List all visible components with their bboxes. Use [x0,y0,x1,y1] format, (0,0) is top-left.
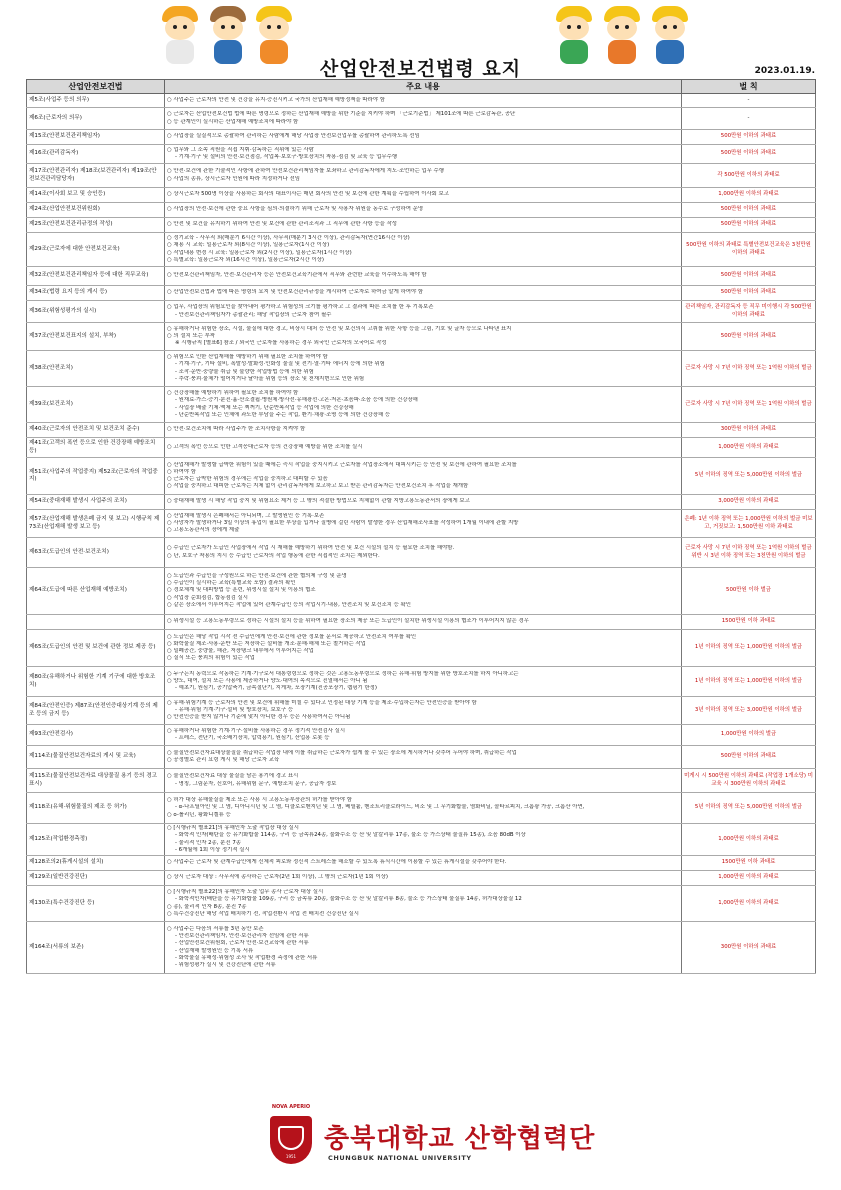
law-article-cell: 제14조(이사회 보고 및 승인등) [27,188,165,203]
content-line: ○ 단, 보호구 착용의 지시 등 수급인 근로자의 작업 행동에 관한 직접적인 조치는 제외한다. [167,553,679,560]
content-cell [165,267,682,286]
law-article-cell: 제164조(서류의 보존) [27,922,165,974]
table-row [27,856,816,871]
content-cell [165,922,682,974]
table-row [27,233,816,267]
table-row [27,203,816,218]
content-line: ○ 도급인은 해당 작업 시작 전 수급인에게 안전·보건에 관한 정보를 문서로 제공하고 안전조치 여부를 확인 [167,634,679,641]
penalty-cell: 1,000만원 이하의 과태료 [682,824,816,856]
content-cell [165,423,682,438]
page-footer [0,1098,841,1178]
table-row [27,94,816,108]
penalty-cell: 1,000만원 이하의 과태료 [682,871,816,886]
table-row [27,746,816,769]
penalty-cell: - [682,108,816,130]
content-line: - 기계·기구, 기타 설비, 폭발성·발화성·인화성 물질 및 전기·열·기타 에너지 등에 의한 위험 [175,361,385,368]
content-line: ○ 수급인 근로자가 도급인 사업장에서 작업 시 재해를 예방하기 위하여 안전 및 보건 시설의 설치 등 필요한 조치를 해야함. [167,545,679,552]
content-line: ○ 작업장 순회점검, 합동점검 실시 [167,595,679,602]
table-row [27,568,816,615]
content-cell [165,856,682,871]
content-line: ○ 건강장해를 예방하기 위하여 필요한 조치를 하여야 함 [167,390,679,397]
content-line: ○ 유해·위험기계 등 근로자의 안전 및 보건에 위해를 미칠 수 있다고 인정된 대상 기계 등을 제조·수입하는자는 안전인증을 받아야 함 [167,700,679,707]
law-article-cell: 제54조(중대재해 발생시 사업주의 조치) [27,495,165,510]
law-article-cell: 제29조(근로자에 대한 안전보건교육) [27,233,165,267]
content-line: ○ 산업안전보건법과 법에 따른 명령의 요지 및 안전보건관리규정을 게시하여 근로자로 하여금 알게 하여야 함 [167,289,679,296]
content-line: ○ 근로자는 산업안전보건법 법에 따른 명령으로 정하는 산업재해 예방을 위한 기준을 지키야 하며 「근로기준법」 제101조에 따른 근로감독관, 공단 [167,111,679,118]
table-row [27,725,816,746]
law-article-cell: 제24조(산업안전보건위원회) [27,203,165,218]
table-row [27,538,816,568]
content-line: ○ 물질안전보건자료 대상 물질을 담은 용기에 경고 표시 [167,773,679,780]
content-cell [165,746,682,769]
content-line: - 6개월에 1회 이상 정기적 실시 [175,846,250,853]
content-line: - 조작·운반·중량물 취급 및 불량한 작업방법 등에 의한 위험 [175,368,314,375]
content-cell [165,630,682,667]
table-row [27,351,816,387]
penalty-cell: 1,000만원 이하의 벌금 [682,725,816,746]
column-header-penalty: 벌 칙 [682,80,816,94]
penalty-cell: 1,000만원 이하의 과태료 [682,438,816,458]
law-article-cell: 제125조(작업환경측정) [27,824,165,856]
penalty-cell: 1년 이하의 징역 또는 1,000만원 이하의 벌금 [682,667,816,697]
law-article-cell: 제6조(근로자의 의무) [27,108,165,130]
content-cell [165,538,682,568]
content-line: ○ 사업의 종류, 상시근로자 인원에 따라 지정하거나 선임 [167,176,679,183]
law-article-cell: 제36조(위험성평가의 실시) [27,301,165,323]
table-row [27,267,816,286]
table-row [27,164,816,188]
law-article-cell: 제84조(안전인증) 제87조(안전인증대상기계 등의 제조 등의 금지 등) [27,697,165,725]
law-article-cell: 제128조의2(휴게시설의 설치) [27,856,165,871]
content-line: - 산업재해 발생원인 등 기록 서류 [175,947,254,954]
law-article-cell: 제114조(물질안전보건자료의 게시 및 교육) [27,746,165,769]
content-line: ○ 상시근로자 500명 이상을 사용하는 회사의 대표이사는 매년 회사의 안전 및 보건에 관한 계획을 수립하여 이사회 보고 [167,191,679,198]
content-cell [165,323,682,351]
penalty-cell: 500만원 이하의 과태료 [682,203,816,218]
table-row [27,108,816,130]
table-row [27,510,816,538]
content-line: ○ 고용노동관서의 장에게 제출 [167,527,679,534]
content-line: ○ 양도, 대여, 설치 또는 사용에 제공하거나 양도·대여의 목적으로 진열해서는 아니 됨 [167,678,679,685]
content-line: ○ 등 관계인이 실시하는 산업재해 예방조치에 따라야 함 [167,119,679,126]
law-article-cell: 제130조(특수건강진단 등) [27,886,165,922]
law-article-cell: 제118조(유해·위험물질의 제조 등 허가) [27,793,165,824]
content-line: ○ 사업장을 실질적으로 총괄하여 관리하는 사람에게 해당 사업장 안전보건업무를 총괄하여 관리하도록 선임 [167,133,679,140]
content-cell [165,495,682,510]
table-row [27,301,816,323]
table-row [27,495,816,510]
table-row [27,630,816,667]
content-cell [165,130,682,145]
content-cell [165,218,682,233]
content-line: ○ 특별교육: 일용근로자 외(16시간 이상), 일용근로자(2시간 이상) [167,257,679,264]
content-line: ○ 유해하거나 위험한 기계·기구·설비를 사용하는 경우 정기적 안전검사 실시 [167,728,679,735]
table-row [27,423,816,438]
penalty-cell: 1,000만원 이하의 과태료 [682,886,816,922]
penalty-cell: 500만원 이하의 과태료 특별안전보건교육은 3천만원 이하의 과태료 [682,233,816,267]
table-row [27,871,816,886]
penalty-cell: 500만원 이하의 과태료 [682,218,816,233]
content-line: - 위험성평가 실시 및 건강진단에 관한 서류 [175,961,276,968]
table-row [27,323,816,351]
content-line: ○ [시행규칙 별표21]의 유해인자 노출 작업장 대상 실시 [167,825,679,832]
content-line: ○ 사업장의 안전·보건에 관한 중요 사항을 심의·의결하기 위해 근로자 및 사용자 위원을 동수로 구성하여 운영 [167,206,679,213]
table-row [27,793,816,824]
content-line: ○ 사업주는 근로자 및 관계수급인에게 신체적 피로와 정신적 스트레스를 해소할 수 있도록 휴식시간에 이용할 수 있는 휴게시설을 갖추어야 한다. [167,859,679,866]
content-line: ○ 밀폐공간, 중량물, 해관, 저장탱크 내부에서 이루어지는 작업 [167,648,679,655]
content-line: ○ 작업내용 변경 시 교육: 일용근로자 외(2시간 이상), 일용근로자(1시간 이상) [167,250,679,257]
penalty-cell: 1500만원 이하 과태료 [682,856,816,871]
law-article-cell: 제37조(안전보건표지의 설치, 부착) [27,323,165,351]
content-line: ○ 위험으로 인한 산업재해를 예방하기 위해 필요한 조치를 하여야 함 [167,354,679,361]
law-article-cell: 제80조(유해하거나 위험한 기계 기구에 대한 방호조치) [27,667,165,697]
content-cell [165,510,682,538]
page-header [0,0,841,82]
table-row [27,615,816,630]
penalty-cell: 5년 이하의 징역 또는 5,000만원 이하의 벌금 [682,793,816,824]
table-row [27,218,816,233]
emblem-year: 1951 [285,1154,297,1159]
penalty-cell: 300만원 이하의 과태료 [682,423,816,438]
penalty-cell: 3년 이하의 징역 또는 3,000만원 이하의 벌금 [682,697,816,725]
content-cell [165,458,682,495]
content-line: ○ 업무, 사업장의 위험요인을 찾아내어 평가하고 위험성의 크기를 평가하고 그 결과에 따른 조치를 한 후 기록보존 [167,304,679,311]
law-article-cell: 제65조(도급인의 안전 및 보건에 관한 정보 제공 등) [27,630,165,667]
content-line: ○ 특수건강진단 해당 작업 배치하기 전, 작업전환시 작업 전 배치전 건강진단 실시 [167,911,679,918]
table-row [27,769,816,793]
penalty-cell: 500만원 이하의 과태료 [682,145,816,164]
content-cell [165,871,682,886]
content-line: ○ 안전인증을 받지 않거나 기준에 맞지 아니한 경우 등은 사용하여서는 아니됨 [167,714,679,721]
content-line: - 안전보건관리책임자가 총괄관리; 해당 작업장의 근로자 참여 필수 [175,311,332,318]
content-line: ○ 누구든지 동력으로 작동하는 기계·기구로서 대통령령으로 정하는 것은 고용노동부령으로 정하는 유해·위험 방지를 위한 방호조치를 하지 아니하고는 [167,671,679,678]
content-line: ○ 사업주는 다음의 서류를 3년 동안 보존 [167,926,679,933]
content-line: ○ 작업을 중지하고 대피한 근로자는 지체 없이 관리감독자에게 보고하고 보고 받은 관리감독자는 안전보건조치 후 작업을 재개함 [167,483,679,490]
content-line: - α-나프틸아민 및 그 염, 디아니시딘 및 그 염, 디클로로벤지딘 및 그 염, 베릴륨, 벤조트리클로라이드, 비소 및 그 무기화합물, 염화비닐, 콜타르피치, 크롬광 가공, 크롬산 아연, [175,804,585,811]
law-article-cell: 제57조(산업재해 발생은폐 금지 및 보고) 시행규칙 제73조(산업재해 발생 보고 등) [27,510,165,538]
document-date: 2023.01.19. [754,66,815,76]
content-line: ○ 산업재해 발생시 은폐해서는 아니되며, 그 발생원인 등 기록·보존 [167,513,679,520]
university-emblem-icon [266,1104,316,1170]
content-cell [165,886,682,922]
content-cell [165,387,682,423]
content-line: - 물리적 인자 2종, 분진 7종 [175,839,241,846]
penalty-cell: 500만원 이하의 과태료 [682,130,816,145]
content-line: ○ 경보체계 및 대피방법 등 훈련, 위생시설 설치 및 이용의 협조 [167,587,679,594]
law-article-cell: 제17조(안전관리자) 제18조(보건관리자) 제19조(안전보건관리담당자) [27,164,165,188]
content-line: - 사업장 배출 기체·액체 또는 찌꺼기, 단순반복작업 등 작업에 의한 건강장해 [175,404,354,411]
penalty-cell: 500만원 이하의 과태료 [682,746,816,769]
law-article-cell: 제64조(도급에 따른 산업재해 예방조치) [27,568,165,615]
table-row [27,697,816,725]
content-line: - 화학적 인자(배탄을 등 유기화합물 114종, 구리 등 금속류24종, 불화수소 등 산 및 알칼리류 17종, 불소 등 가스상태 물질류 15종), 소음 80dB 이상 [175,832,526,839]
table-row [27,438,816,458]
content-line: ○ 도급인과 수급인을 구성원으로 하는 안전·보건에 관한 협의체 구성 및 운영 [167,573,679,580]
penalty-cell: 500만원 이하의 과태료 [682,286,816,301]
university-name-en: CHUNGBUK NATIONAL UNIVERSITY [328,1154,472,1162]
table-row [27,458,816,495]
content-cell [165,667,682,697]
content-line: - 단순반복작업 또는 인체에 과도한 부담을 주는 작업, 환기·채광·조명 등에 의한 건강장해 등 [175,411,391,418]
law-article-cell: 제115조(물질안전보건자료 대상물질 용기 등의 경고표시) [27,769,165,793]
penalty-cell: 1,000만원 이하의 과태료 [682,188,816,203]
content-line: ○ 근로자는 급박한 위험의 경우에는 작업을 중지하고 대피할 수 있음 [167,476,679,483]
penalty-cell: 은폐: 1년 이하 징역 또는 1,000만원 이하의 벌금 미보고, 거짓보고: 1,500만원 이하 과태료 [682,510,816,538]
table-row [27,922,816,974]
content-line: ○ 종), 물리적 인자 8종, 분진 7종 [167,904,679,911]
table-row [27,667,816,697]
content-line: ○ 허가 대상 유해물질을 제조 또는 사용 시 고용노동부장관의 허가를 받아야 함 [167,797,679,804]
penalty-cell: 500만원 이하의 과태료 [682,323,816,351]
law-article-cell: 제129조(일반건강진단) [27,871,165,886]
table-row [27,824,816,856]
content-line: - 명칭, 그림문자, 신호어, 유해위험 문구, 예방조치 문구, 공급자 정보 [175,780,337,787]
content-cell [165,145,682,164]
content-line: ※ 시행규칙 [별표6] 참조 / 외국인 근로자를 사용하는 경우 외국인 근로자의 모국어로 작성 [175,340,387,347]
law-article-cell: 제16조(관리감독자) [27,145,165,164]
content-line: - 추락·붕괴·물체가 떨어지거나 날아올 위험 등의 장소 및 천재지변으로 인한 위험 [175,375,365,382]
content-line: ○ 안전보건관리책임자, 안전·보건관리자 등은 안전보건교육기관에서 직무와 관련한 교육을 이수하도록 해야 함 [167,272,679,279]
content-cell [165,725,682,746]
content-line: ○ 유해하거나 위험한 장소, 시설, 물질에 대한 경고, 비상시 대처 등 안전 및 보건의식 고취를 위한 사항 등을 그림, 기호 및 글자 등으로 나타낸 표지 [167,326,679,333]
table-row [27,145,816,164]
content-line: ○ 수급인이 실시하는 교육(특별교육 포함) 결과의 확인 [167,580,679,587]
content-cell [165,164,682,188]
column-header-law: 산업안전보건법 [27,80,165,94]
table-row [27,387,816,423]
penalty-cell: 근로자 사망 시 7년 이하 징역 또는 1억원 이하의 벌금 [682,351,816,387]
content-line: ○ 사업주는 근로자의 안전 및 건강을 유지·증진시키고 국가의 산업재해 예방정책을 따라야 함 [167,97,679,104]
content-cell [165,94,682,108]
law-article-cell: 제25조(안전보건관리규정의 작성) [27,218,165,233]
content-line: ○ 안전·보건조치에 따라 사업주가 한 조치사항을 지켜야 함 [167,426,679,433]
content-cell [165,615,682,630]
table-body [27,94,816,974]
content-line: ○ [시행규칙 별표22]의 유해인자 노출 업무 종사 근로자 대상 실시 [167,889,679,896]
content-line: ○ 안전 및 보건을 유지하기 위하여 안전 및 보건에 관한 관리조직과 그 직무에 관한 사항 등을 작성 [167,221,679,228]
penalty-cell: - [682,94,816,108]
table-row [27,130,816,145]
law-article-cell: 제63조(도급인의 안전·보건조치) [27,538,165,568]
penalty-cell: 관리책임자, 관리감독자 등 직무 미이행시 각 500만원 이하의 과태료 [682,301,816,323]
penalty-cell: 300만원 이하의 과태료 [682,922,816,974]
content-line: ○ 고객의 폭언 등으로 인한 고객응대근로자 등의 건강장해 예방을 위한 조치를 실시 [167,444,679,451]
content-cell [165,568,682,615]
column-header-content: 주요 내용 [165,80,682,94]
content-cell [165,438,682,458]
content-line: ○ 하여야 함 [167,469,679,476]
law-article-cell: 제40조(근로자의 안전조치 및 보건조치 준수) [27,423,165,438]
penalty-cell: 근로자 사망 시 7년 이하 징역 또는 1억원 이하의 벌금 [682,387,816,423]
penalty-cell: 미게시 시 500만원 이하의 과태료 (작업장 1개소당) 미교육 시 300만원 이하의 과태료 [682,769,816,793]
content-cell [165,351,682,387]
content-cell [165,108,682,130]
content-line: ○ 위생시설 등 고용노동부령으로 정하는 시설의 설치 등을 위하여 필요한 장소의 제공 또는 도급인이 설치한 위생시설 이용의 협조가 이루어지지 않은 경우 [167,618,679,625]
content-line: ○ 물질안전보건자료대상물질을 취급하는 작업장 내에 이를 취급하는 근로자가 쉽게 볼 수 있는 장소에 게시하거나 갖추어 두어야 하며, 취급하는 작업 [167,750,679,757]
content-line: - 화학물질 유해성·위험성 조사 및 작업환경 측정에 관한 서류 [175,954,318,961]
content-line: ○ 채용 시 교육: 일용근로자 외(8시간 이상), 일용근로자(1시간 이상) [167,242,679,249]
content-cell [165,697,682,725]
penalty-cell: 500만원 이하의 과태료 [682,267,816,286]
content-line: - 기계·기구 및 설비의 안전·보건점검, 작업복·보호구·방호장치의 착용·점검 및 교육 등 업무수행 [175,154,398,160]
content-cell [165,301,682,323]
law-article-cell: 제5조(사업주 등의 의무) [27,94,165,108]
law-summary-table [26,79,816,974]
content-line: - 안전보건관리책임자, 안전·보건관리자 선임에 관한 서류 [175,933,309,940]
law-article-cell: 제93조(안전검사) [27,725,165,746]
content-cell [165,769,682,793]
table-row [27,286,816,301]
content-cell [165,188,682,203]
law-article-cell: 제32조(안전보건관리책임자 등에 대한 직무교육) [27,267,165,286]
law-article-cell: 제41조(고객의 폭언 등으로 인한 건강장해 예방조치 등) [27,438,165,458]
table-row [27,188,816,203]
content-line: ○ 중대재해 발생 시 해당 작업 중지 및 위험요소 제거 등 그 밖의 적절한 방법으로 지체없이 관할 지방고용노동관서의 장에게 보고 [167,498,679,505]
table-row [27,886,816,922]
university-name: 충북대학교 산학협력단 [324,1124,596,1154]
penalty-cell: 근로자 사망 시 7년 이하 징역 또는 1억원 이하의 벌금 위반 시 3년 이하 징역 또는 3천만원 이하의 벌금 [682,538,816,568]
law-article-cell: 제39조(보건조치) [27,387,165,423]
penalty-cell: 1500만원 이하 과태료 [682,615,816,630]
content-line: ○ 같은 장소에서 이루어지는 작업에 있어 관계수급인 등의 작업시기·내용, 안전조치 및 보건조치 등 확인 [167,602,679,609]
content-line: ○ 의 설치 또는 부착 [167,333,679,340]
content-line: - 산업안전보건위원회, 근로자 안전·보건교육에 관한 서류 [175,940,309,947]
content-line: ○ 정기교육 - 사무직 외(매분기 6시간 이상), 사무직(매분기 3시간 이상), 관리감독자(연간16시간 이상) [167,235,679,242]
content-cell [165,233,682,267]
emblem-motto: NOVA APERIO [271,1104,311,1110]
content-line: ○ 공정별로 관리 요령 게시 및 해당 근로자 교육 [167,757,679,764]
content-line: ○ 화학물질 제조·사용·운반 또는 저장하는 설비를 개조·분해·해체 또는 철거하는 작업 [167,641,679,648]
content-cell [165,203,682,218]
penalty-cell: 500만원 이하 벌금 [682,568,816,615]
content-line: - 원재료·가스·증기·분진·흄·산소결핍·병원체·방사선·유해광선·고온·저온·초음파·소음 등에 의한 건강장해 [175,397,418,404]
penalty-cell: 5년 이하의 징역 또는 5,000만원 이하의 벌금 [682,458,816,495]
content-line: ○ o-톨리딘, 황화니켈류 등 [167,812,679,819]
content-line: - 유해·위험 기계·기구·설비 및 방호장치, 보호구 등 [175,706,294,713]
content-cell [165,286,682,301]
content-line: - 화학적인자(배탄을 등 유기화합물 109종, 구리 등 금속류 20종, 불화수소 등 산 및 알칼리류 8종, 불소 등 가스상태 물질류 14종, 허가대상물질 12 [175,896,522,903]
law-article-cell: 제51조(사업주의 작업중지) 제52조(근로자의 작업중지) [27,458,165,495]
penalty-cell: 각 500만원 이하의 과태료 [682,164,816,188]
law-article-cell: 제34조(법령 요지 등의 게시 등) [27,286,165,301]
law-article-cell [27,615,165,630]
penalty-cell: 3,000만원 이하의 과태료 [682,495,816,510]
content-line: ○ 질식 또는 붕괴의 위험이 있는 작업 [167,655,679,662]
content-cell [165,793,682,824]
content-cell [165,824,682,856]
table-header-row [27,80,816,94]
penalty-cell: 1년 이하의 징역 또는 1,000만원 이하의 벌금 [682,630,816,667]
law-article-cell: 제15조(안전보건관리책임자) [27,130,165,145]
law-article-cell: 제38조(안전조치) [27,351,165,387]
content-line: ○ 업무와 그 소속 직원을 직접 지휘·감독하는 직위에 있는 사람 [167,147,679,154]
content-line: ○ 사망자가 발생하거나 3일 이상의 휴업이 필요한 부상을 입거나 질병에 걸린 사람이 발생한 경우 산업재해조사표를 작성하여 1개월 이내에 관할 지방 [167,520,679,527]
content-line: - 프레스, 전단기, 국소배기장치, 압력용기, 원심기, 산업용 로봇 등 [175,735,330,741]
content-line: ○ 산업재해가 발생할 급박한 위험이 있을 때에는 즉시 작업을 중지시키고 근로자를 작업장소에서 대피시키는 등 안전 및 보건에 관하여 필요한 조치를 [167,462,679,469]
page-title: 산업안전보건법령 요지 [319,58,522,80]
content-line: ○ 상시 근로자 대상 : 사무직에 종사하는 근로자(2년 1회 이상), 그 밖의 근로자(1년 1회 이상) [167,874,679,881]
content-line: ○ 안전·보건에 관한 기술적인 사항에 관하여 안전보건관리책임자를 보좌하고 관리감독자에게 지도·조언하는 업무 수행 [167,168,679,175]
content-line: - 예초기, 원심기, 공기압축기, 금속절단기, 지게차, 포장기계(진공포장기, 랩핑기 한정) [175,685,377,692]
